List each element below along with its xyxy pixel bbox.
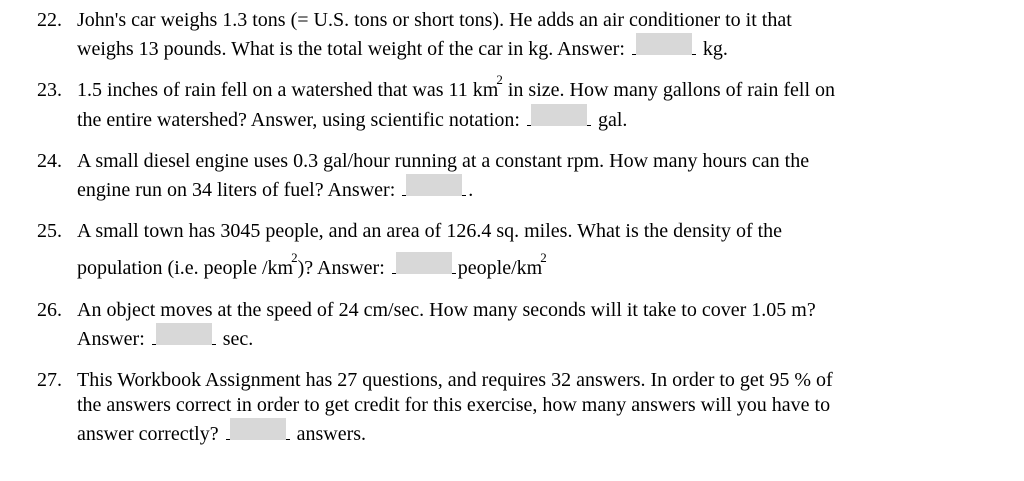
question-line: A small town has 3045 people, and an area of 126.4 sq. miles. What is the density of the (77, 220, 783, 242)
question-line: A small diesel engine uses 0.3 gal/hour running at a constant rpm. How many hours can the (77, 150, 810, 172)
question-number: 22. (37, 9, 62, 31)
question-line (77, 174, 1012, 203)
answer-field[interactable] (392, 254, 456, 274)
question-26 (37, 298, 1012, 352)
question-number: 27. (37, 369, 62, 391)
answer-field-fill[interactable] (230, 418, 286, 440)
question-line (77, 104, 1012, 133)
question-line (77, 72, 1012, 104)
question-line (77, 252, 1012, 282)
answer-field[interactable] (632, 35, 696, 55)
question-text (77, 149, 1012, 203)
question-text-segment: Answer: (77, 328, 150, 350)
question-text-segment: weighs 13 pounds. What is the total weight of the car in kg. Answer: (77, 38, 630, 60)
superscript: 2 (291, 250, 298, 265)
superscript: 2 (496, 72, 503, 87)
question-number: 24. (37, 150, 62, 172)
question-line: An object moves at the speed of 24 cm/sec. How many seconds will it take to cover 1.05 m? (77, 299, 816, 321)
question-line (77, 33, 1012, 62)
answer-unit: answers. (291, 423, 367, 445)
question-line: John's car weighs 1.3 tons (= U.S. tons or short tons). He adds an air conditioner to it that (77, 9, 792, 31)
superscript: 2 (540, 250, 547, 265)
answer-unit: . (468, 179, 474, 201)
question-text (77, 8, 1012, 62)
question-25 (37, 219, 1012, 282)
question-line: This Workbook Assignment has 27 questions, and requires 32 answers. In order to get 95 % of (77, 369, 833, 391)
answer-field-fill[interactable] (396, 252, 452, 274)
answer-unit: gal. (592, 109, 628, 131)
answer-field[interactable] (402, 176, 466, 196)
question-number: 26. (37, 299, 62, 321)
question-text-segment: answer correctly? (77, 423, 224, 445)
answer-unit: sec. (217, 328, 254, 350)
question-text (77, 368, 1012, 447)
answer-unit: people/km (457, 257, 543, 279)
question-line: the answers correct in order to get credit for this exercise, how many answers will you have to (77, 394, 831, 416)
question-text-segment: engine run on 34 liters of fuel? Answer: (77, 179, 401, 201)
question-text-segment: population (i.e. people /km (77, 257, 294, 279)
answer-field-fill[interactable] (636, 33, 692, 55)
question-23 (37, 72, 1012, 133)
question-text-segment: in size. How many gallons of rain fell on (502, 79, 836, 101)
question-number: 25. (37, 220, 62, 242)
answer-field[interactable] (152, 325, 216, 345)
answer-field[interactable] (226, 420, 290, 440)
question-text (77, 72, 1012, 133)
answer-field-fill[interactable] (406, 174, 462, 196)
question-list (37, 8, 1012, 463)
question-line (77, 418, 1012, 447)
question-24 (37, 149, 1012, 203)
answer-field-fill[interactable] (531, 104, 587, 126)
question-22 (37, 8, 1012, 62)
question-text-segment: the entire watershed? Answer, using scientific notation: (77, 109, 525, 131)
question-27 (37, 368, 1012, 447)
question-text-segment: )? Answer: (297, 257, 390, 279)
answer-field[interactable] (527, 106, 591, 126)
question-text (77, 219, 1012, 282)
answer-field-fill[interactable] (156, 323, 212, 345)
answer-unit: kg. (697, 38, 728, 60)
question-number: 23. (37, 79, 62, 101)
question-line (77, 323, 1012, 352)
question-text-segment: 1.5 inches of rain fell on a watershed that was 11 km (77, 79, 499, 101)
question-text (77, 298, 1012, 352)
